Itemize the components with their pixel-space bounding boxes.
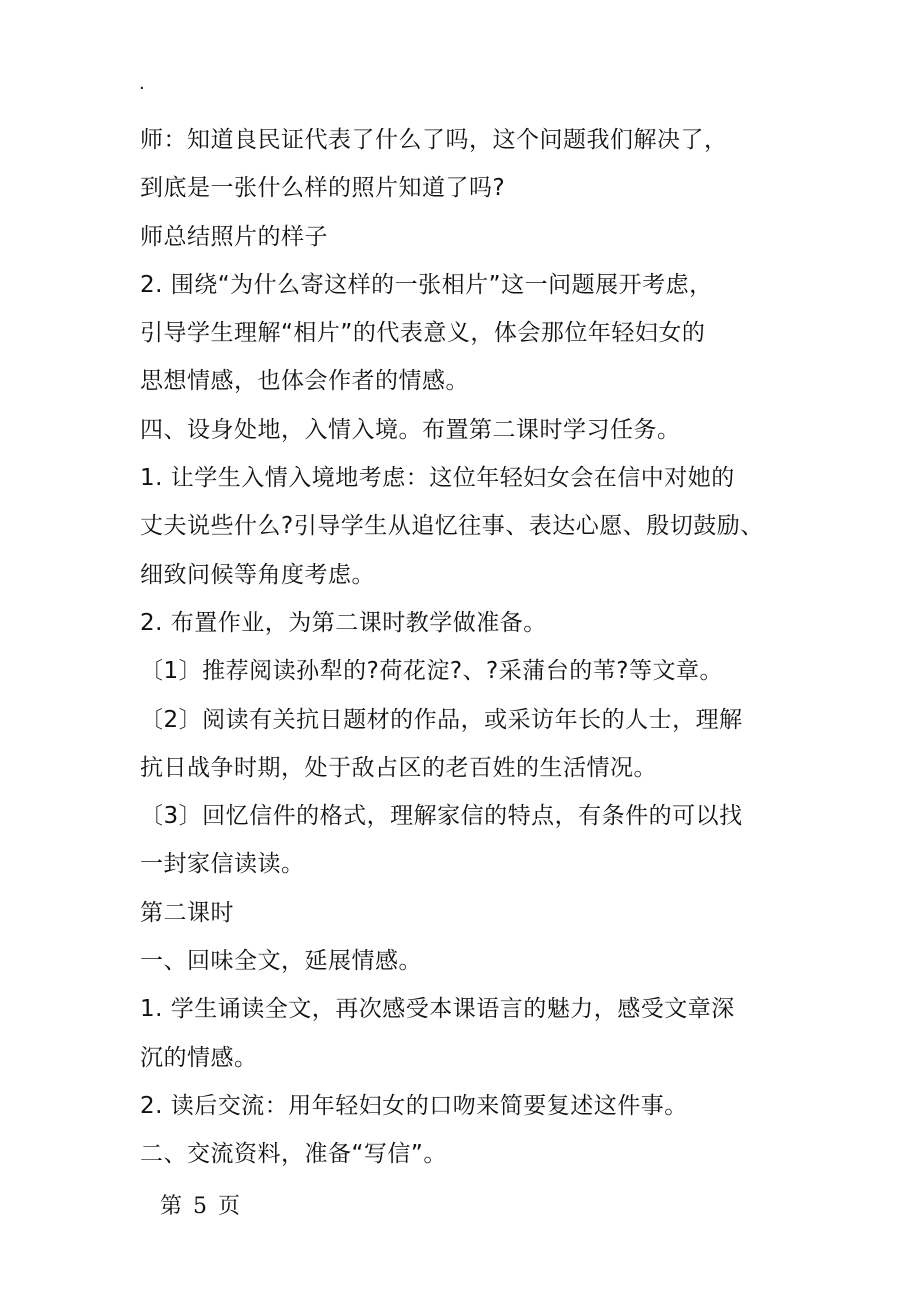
section-heading: 二、交流资料，准备“写信”。 (140, 1141, 447, 1168)
text-line: 2. 布置作业，为第二课时教学做准备。 (140, 609, 547, 636)
text-line: 2. 读后交流：用年轻妇女的口吻来简要复述这件事。 (140, 1092, 688, 1119)
text-line: 引导学生理解“相片”的代表意义，体会那位年轻妇女的 (140, 320, 706, 347)
text-line: 〔2〕阅读有关抗日题材的作品，或采访年长的人士，理解 (140, 706, 743, 733)
text-line: 2. 围绕“为什么寄这样的一张相片”这一问题展开考虑， (140, 271, 713, 298)
text-line: 到底是一张什么样的照片知道了吗? (140, 175, 506, 202)
text-line: 一封家信读读。 (140, 851, 305, 878)
text-line: 师：知道良民证代表了什么了吗，这个问题我们解决了， (140, 127, 728, 153)
text-line: 1. 让学生入情入境地考虑：这位年轻妇女会在信中对她的 (140, 465, 735, 492)
header-mark: . (139, 73, 145, 94)
section-heading: 四、设身处地，入情入境。布置第二课时学习任务。 (140, 416, 681, 443)
text-line: 思想情感，也体会作者的情感。 (140, 368, 469, 395)
document-body (140, 120, 820, 1183)
section-heading: 一、回味全文，延展情感。 (140, 948, 422, 975)
text-line: 细致问候等角度考虑。 (140, 561, 375, 588)
text-line: 抗日战争时期，处于敌占区的老百姓的生活情况。 (140, 754, 657, 781)
text-line: 〔3〕回忆信件的格式，理解家信的特点，有条件的可以找 (140, 803, 743, 830)
text-line: 1. 学生诵读全文，再次感受本课语言的魅力，感受文章深 (140, 996, 735, 1023)
page-number: 第 5 页 (160, 1194, 240, 1219)
text-line: 师总结照片的样子 (140, 223, 328, 250)
text-line: 沉的情感。 (140, 1044, 258, 1071)
lesson-heading: 第二课时 (140, 899, 234, 926)
text-line: 〔1〕推荐阅读孙犁的?荷花淀?、?采蒲台的苇?等文章。 (140, 658, 723, 685)
text-line: 丈夫说些什么?引导学生从追忆往事、表达心愿、殷切鼓励、 (140, 513, 764, 540)
